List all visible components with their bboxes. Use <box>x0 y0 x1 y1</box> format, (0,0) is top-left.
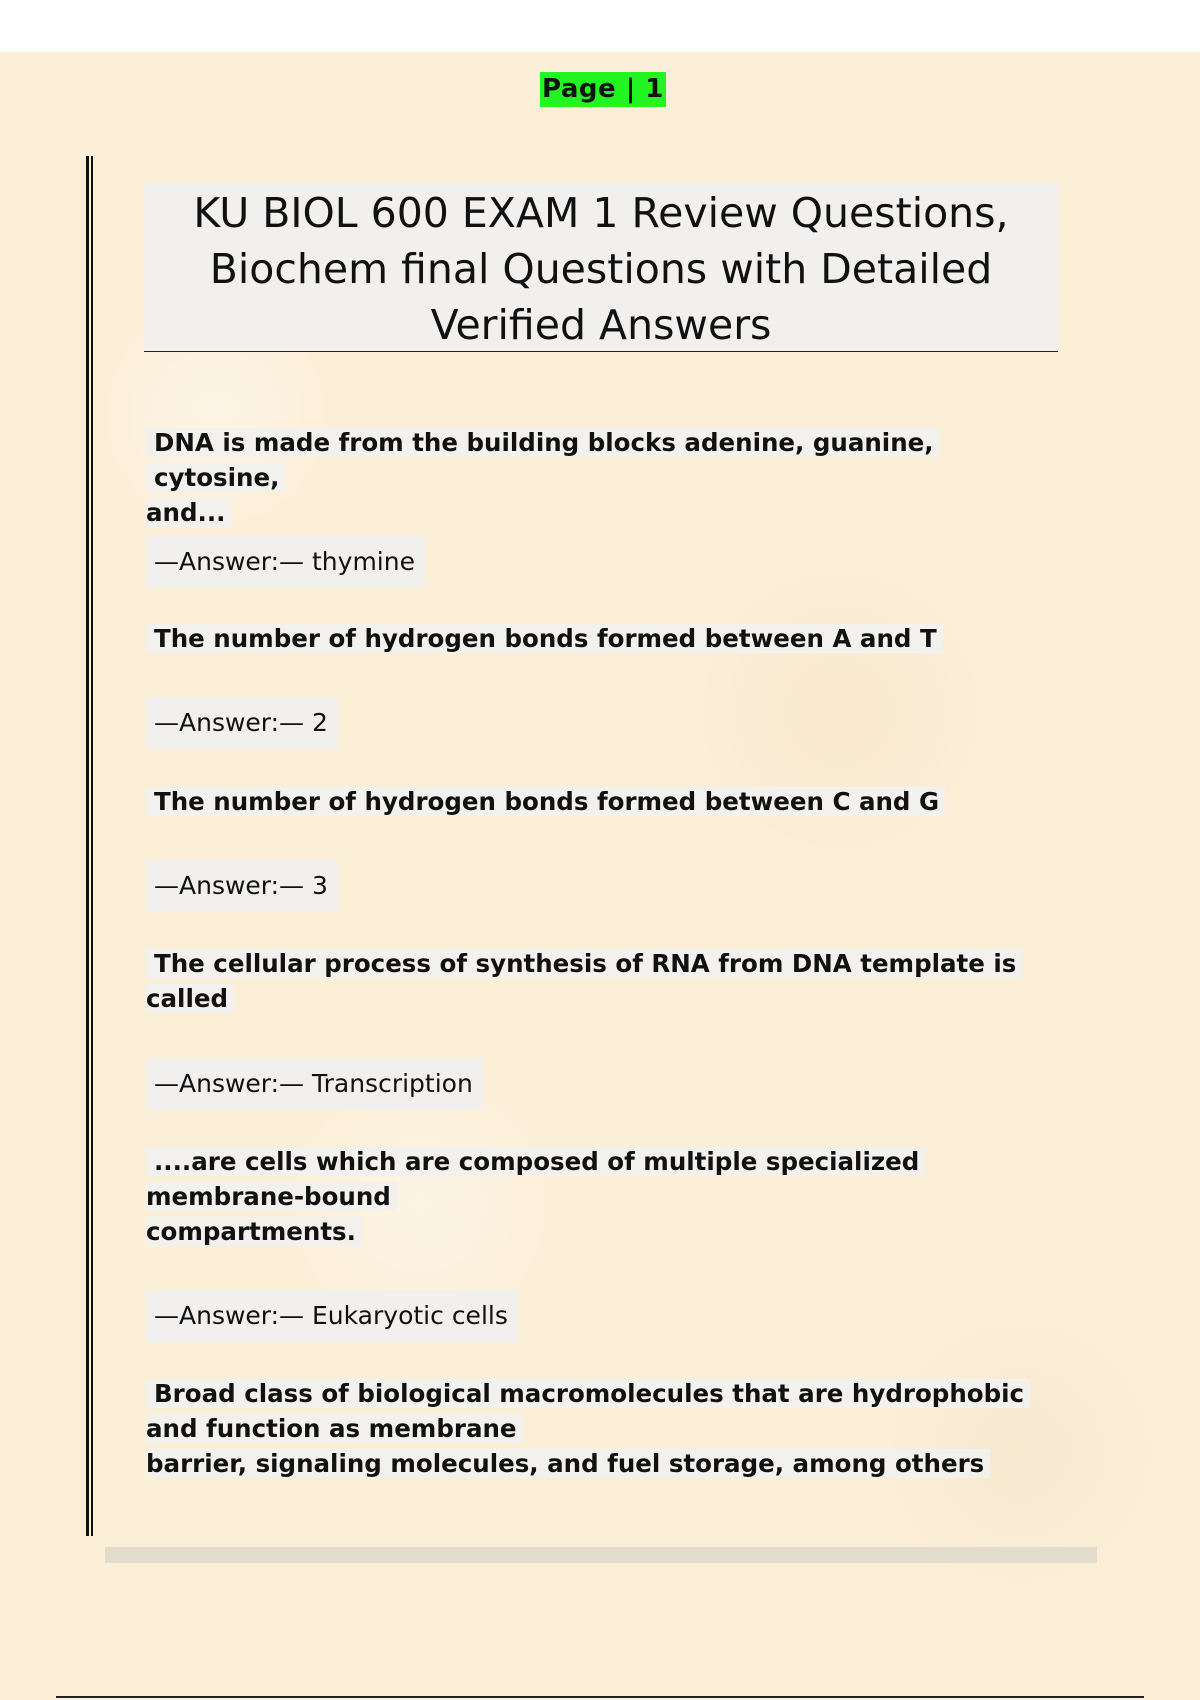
question-4-line-2: called <box>146 984 234 1013</box>
answer-4: —Answer:— Transcription <box>146 1058 483 1110</box>
title-box <box>144 183 1058 352</box>
question-5-line-1: ....are cells which are composed of multiple specialized <box>146 1147 925 1176</box>
question-3 <box>146 784 1046 819</box>
bottom-rule <box>56 1696 1144 1698</box>
answer-5: —Answer:— Eukaryotic cells <box>146 1290 518 1342</box>
answer-2: —Answer:— 2 <box>146 697 338 749</box>
question-5 <box>146 1144 1046 1249</box>
document-title: KU BIOL 600 EXAM 1 Review Questions, Biochem final Questions with Detailed Verified Answers <box>193 189 1009 349</box>
left-border-bar <box>86 156 93 1536</box>
question-1-line-2: and... <box>146 498 231 527</box>
question-6-line-2: and function as membrane <box>146 1414 523 1443</box>
answer-3: —Answer:— 3 <box>146 860 338 912</box>
question-6 <box>146 1376 1046 1481</box>
question-3-line-1: The number of hydrogen bonds formed between C and G <box>146 787 945 816</box>
page-number-label: Page | 1 <box>540 72 666 107</box>
footer-divider-bar <box>105 1547 1097 1563</box>
question-4-line-1: The cellular process of synthesis of RNA from DNA template is <box>146 949 1022 978</box>
answer-1: —Answer:— thymine <box>146 536 425 588</box>
question-4 <box>146 946 1046 1016</box>
question-6-line-3: barrier, signaling molecules, and fuel storage, among others <box>146 1449 990 1478</box>
question-2-line-1: The number of hydrogen bonds formed between A and T <box>146 624 943 653</box>
question-2 <box>146 621 1046 656</box>
question-6-line-1: Broad class of biological macromolecules that are hydrophobic <box>146 1379 1030 1408</box>
question-1 <box>146 425 1046 530</box>
question-5-line-3: compartments. <box>146 1217 362 1246</box>
question-5-line-2: membrane-bound <box>146 1182 397 1211</box>
question-1-line-1: DNA is made from the building blocks adenine, guanine, cytosine, <box>146 428 940 492</box>
